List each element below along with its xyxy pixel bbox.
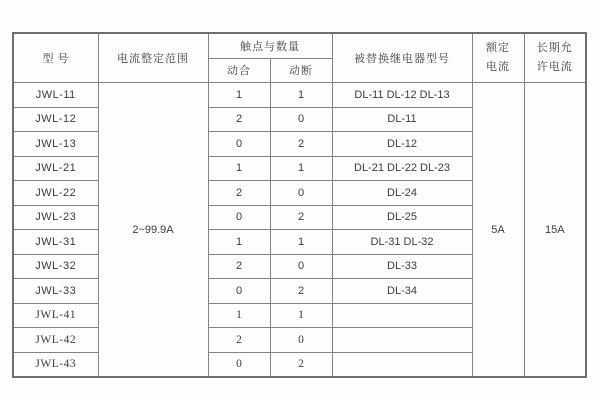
header-allowed-current [524, 33, 586, 83]
replaced-model-cell: DL-25 [332, 205, 472, 230]
model-cell: JWL-31 [13, 230, 98, 255]
header-allowed-current-line1: 长期允 [536, 42, 573, 54]
allowed-current-merged-cell: 15A [524, 83, 586, 378]
replaced-model-cell: DL-33 [332, 254, 472, 279]
nc-contact-cell: 2 [270, 205, 332, 230]
replaced-model-cell: DL-12 [332, 132, 472, 157]
model-cell: JWL-21 [13, 156, 98, 181]
table-row [13, 83, 586, 108]
no-contact-cell: 1 [208, 230, 270, 255]
no-contact-cell: 2 [208, 181, 270, 206]
header-contacts-group: 触点与数量 [208, 33, 332, 58]
model-cell: JWL-41 [13, 303, 98, 328]
header-nc-contact: 动断 [270, 58, 332, 83]
nc-contact-cell: 2 [270, 132, 332, 157]
nc-contact-cell: 1 [270, 83, 332, 108]
replaced-model-cell: DL-11 DL-12 DL-13 [332, 83, 472, 108]
no-contact-cell: 2 [208, 254, 270, 279]
model-cell: JWL-32 [13, 254, 98, 279]
header-rated-current-line2: 电流 [486, 61, 510, 73]
header-model: 型 号 [13, 33, 98, 83]
replaced-model-cell: DL-21 DL-22 DL-23 [332, 156, 472, 181]
replaced-model-cell [332, 352, 472, 377]
no-contact-cell: 0 [208, 132, 270, 157]
nc-contact-cell: 1 [270, 230, 332, 255]
replaced-model-cell: DL-11 [332, 107, 472, 132]
model-cell: JWL-13 [13, 132, 98, 157]
header-rated-current-line1: 额定 [486, 42, 510, 54]
nc-contact-cell: 0 [270, 181, 332, 206]
no-contact-cell: 0 [208, 205, 270, 230]
replaced-model-cell [332, 303, 472, 328]
replaced-model-cell: DL-24 [332, 181, 472, 206]
nc-contact-cell: 1 [270, 156, 332, 181]
no-contact-cell: 1 [208, 83, 270, 108]
header-allowed-current-line2: 许电流 [536, 61, 573, 73]
no-contact-cell: 2 [208, 107, 270, 132]
header-rated-current [472, 33, 524, 83]
no-contact-cell: 1 [208, 156, 270, 181]
model-cell: JWL-33 [13, 279, 98, 304]
table-body [13, 83, 586, 378]
no-contact-cell: 2 [208, 328, 270, 353]
current-range-merged-cell: 2~99.9A [98, 83, 208, 378]
model-cell: JWL-43 [13, 352, 98, 377]
replaced-model-cell: DL-31 DL-32 [332, 230, 472, 255]
nc-contact-cell: 0 [270, 107, 332, 132]
no-contact-cell: 1 [208, 303, 270, 328]
nc-contact-cell: 0 [270, 254, 332, 279]
replaced-model-cell: DL-34 [332, 279, 472, 304]
no-contact-cell: 0 [208, 352, 270, 377]
model-cell: JWL-42 [13, 328, 98, 353]
header-replaced-model: 被替换继电器型号 [332, 33, 472, 83]
rated-current-merged-cell: 5A [472, 83, 524, 378]
nc-contact-cell: 0 [270, 328, 332, 353]
model-cell: JWL-11 [13, 83, 98, 108]
nc-contact-cell: 2 [270, 279, 332, 304]
relay-spec-table [12, 32, 587, 378]
header-current-range: 电流整定范围 [98, 33, 208, 83]
header-row-top [13, 33, 586, 58]
model-cell: JWL-12 [13, 107, 98, 132]
nc-contact-cell: 2 [270, 352, 332, 377]
model-cell: JWL-23 [13, 205, 98, 230]
no-contact-cell: 0 [208, 279, 270, 304]
nc-contact-cell: 1 [270, 303, 332, 328]
model-cell: JWL-22 [13, 181, 98, 206]
replaced-model-cell [332, 328, 472, 353]
header-no-contact: 动合 [208, 58, 270, 83]
